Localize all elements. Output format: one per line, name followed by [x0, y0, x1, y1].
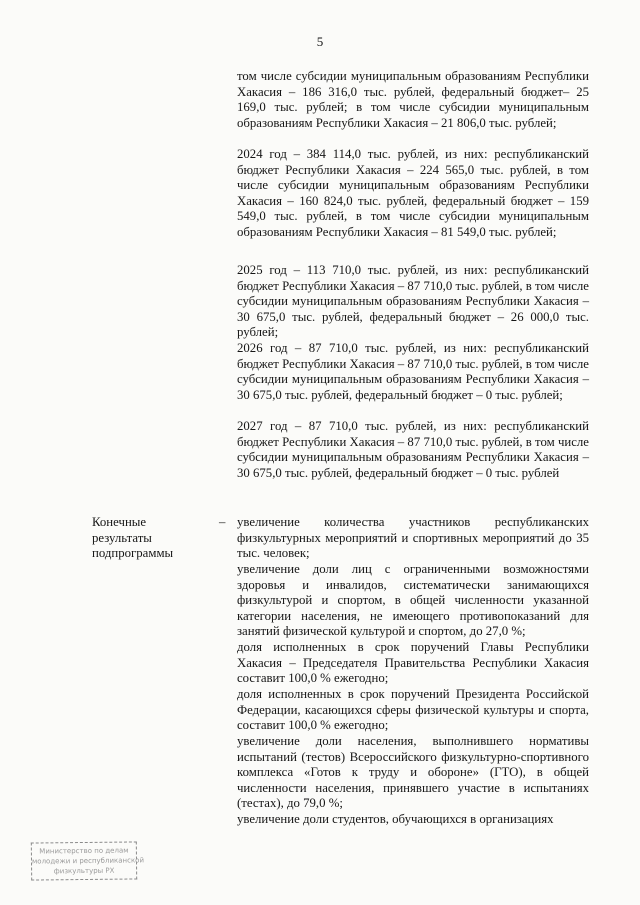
- results-label-line: результаты: [92, 530, 152, 545]
- stamp-line: молодежи и республиканской: [31, 856, 145, 866]
- result-item: увеличение количества участников республиканских физкультурных мероприятий и спортивных мероприятий до 35 тыс. человек;: [237, 515, 589, 561]
- results-label: [92, 515, 222, 562]
- stamp-line: Министерство по делам: [39, 846, 129, 856]
- result-item: доля исполненных в срок поручений Главы Республики Хакасия – Председателя Правительства Республики Хакасия составит 100,0 % ежегодно;: [237, 640, 589, 686]
- result-item: доля исполненных в срок поручений Президента Российской Федерации, касающихся сферы физической культуры и спорта, составит 100,0 % ежегодно;: [237, 687, 589, 733]
- results-dash: –: [219, 515, 226, 529]
- result-item: увеличение доли населения, выполнившего нормативы испытаний (тестов) Всероссийского физкультурно-спортивного комплекса «Готов к труду и обороне» (ГТО), в общей численности населения, принявшего участие в испытаниях (тестах), до 79,0 %;: [237, 734, 589, 811]
- funding-paragraph: том числе субсидии муниципальным образованиям Республики Хакасия – 186 316,0 тыс. рублей, федеральный бюджет– 25 169,0 тыс. рублей; в том числе субсидии муниципальным образованиям Республики Хакасия – 21 806,0 тыс. рублей;: [237, 69, 589, 130]
- funding-paragraph: 2027 год – 87 710,0 тыс. рублей, из них: республиканский бюджет Республики Хакасия – 87 710,0 тыс. рублей, в том числе субсидии муниципальным образованиям Республики Хакасия – 30 675,0 тыс. рублей, федеральный бюджет – 0 тыс. рублей: [237, 419, 589, 480]
- result-item: увеличение доли лиц с ограниченными возможностями здоровья и инвалидов, систематически занимающихся физкультурой и спортом, в общей численности указанной категории населения, не имеющего противопоказаний для занятий физической культурой и спортом, до 27,0 %;: [237, 562, 589, 639]
- page-number: 5: [316, 34, 324, 49]
- results-label-line: подпрограммы: [92, 546, 174, 561]
- funding-paragraph: 2024 год – 384 114,0 тыс. рублей, из них: республиканский бюджет Республики Хакасия – 224 565,0 тыс. рублей, в том числе субсидии муниципальным образованиям Республики Хакасия – 160 824,0 тыс. рублей, федеральный бюджет – 159 549,0 тыс. рублей, в том числе субсидии муниципальным образованиям Республики Хакасия – 81 549,0 тыс. рублей;: [237, 147, 589, 239]
- result-item: увеличение доли студентов, обучающихся в организациях: [237, 812, 554, 826]
- stamp-line: физкультуры РХ: [53, 866, 115, 876]
- funding-paragraph: 2026 год – 87 710,0 тыс. рублей, из них: республиканский бюджет Республики Хакасия – 87 710,0 тыс. рублей, в том числе субсидии муниципальным образованиям Республики Хакасия – 30 675,0 тыс. рублей, федеральный бюджет – 0 тыс. рублей;: [237, 341, 589, 402]
- results-label-line: Конечные: [92, 515, 147, 529]
- registration-stamp: [31, 841, 145, 880]
- funding-paragraph: 2025 год – 113 710,0 тыс. рублей, из них: республиканский бюджет Республики Хакасия – 87 710,0 тыс. рублей, в том числе субсидии муниципальным образованиям Республики Хакасия – 30 675,0 тыс. рублей, федеральный бюджет – 26 000,0 тыс. рублей;: [237, 263, 589, 340]
